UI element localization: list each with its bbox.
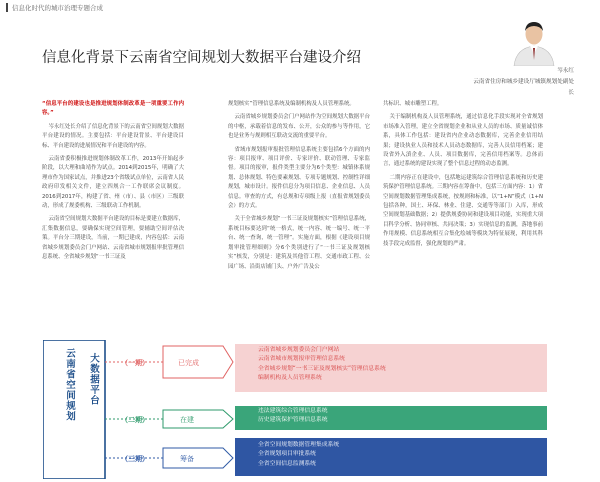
phase1-status: 已完成 bbox=[178, 359, 199, 367]
list-item: 全省空间规划数据管理集成系统 bbox=[258, 442, 340, 448]
author-affiliation: 云南省住房和城乡建设厅城镇规划处副处长 bbox=[473, 79, 574, 96]
phase3-label: （三期） bbox=[121, 455, 149, 463]
list-item: 全省规划项目审批系统 bbox=[258, 451, 316, 458]
header-text: 信息化时代的城市治理专题合成 bbox=[12, 4, 103, 12]
paragraph: 云南省空间规划大数据平台建设的目标是要建立数据库，汇集数据信息，要确保实现空间管理，要辅助空间评估决策。平台分三期建设，当前，一期已建成，内容包括：云南省城乡规划委员会门户网站、云南省城市规划报审批管理信息系统、全省城乡规划“一书三证及 bbox=[42, 216, 184, 261]
text-column-1 bbox=[42, 100, 184, 267]
phase2-status: 在建 bbox=[180, 416, 194, 424]
list-item: 违法建筑综合管理信息系统 bbox=[258, 408, 328, 414]
intro-quote: “信息平台的建设也是推进规划体制改革是一项重要工作内容。” bbox=[42, 101, 184, 117]
list-item: 云南省城市规划报审管理信息系统 bbox=[258, 356, 345, 363]
author-name: 岑永红 bbox=[557, 68, 574, 74]
phase2-label: （二期） bbox=[121, 416, 149, 424]
list-item: 全省城乡规划“一书三证及规划核实”管理信息系统 bbox=[258, 365, 386, 372]
paragraph: 共标识、城市雕塑工程。 bbox=[383, 101, 443, 107]
phase1-label: （一期） bbox=[121, 359, 149, 367]
paragraph: 规划核实”管理信息系统及编制机构及人员管理系统。 bbox=[228, 101, 355, 107]
phase2-arrow bbox=[163, 410, 233, 428]
phase1-items bbox=[258, 346, 386, 384]
list-item: 历史建筑保护管理信息系统 bbox=[258, 417, 328, 424]
list-item: 编制机构及人员管理系统 bbox=[258, 375, 322, 382]
phase2-items bbox=[258, 407, 328, 426]
list-item: 全省空间信息监测系统 bbox=[258, 460, 316, 467]
author-block bbox=[470, 66, 574, 99]
text-column-2 bbox=[228, 100, 370, 276]
list-item: 云南省城乡规划委员会门户网站 bbox=[258, 347, 340, 353]
paragraph: 云南省委积极推进规划体制改革工作，2013年开始起步阶段，以大理和曲靖作为试点。2014到2015年，明确了大理市作为国家试点，并推进23个省级试点单位，云南省人民政府印发相关文件，建立四规合一工作联席会议制度。2016到2017年，构建了省、州（市）、县（市区）三级联动，形成了规委机构、三级联动工作机制。 bbox=[42, 156, 184, 210]
header-bar bbox=[6, 3, 8, 12]
paragraph: 关于全省城乡规划“一书三证及规划核实”管理信息系统，系统目标要达到“统一格式，统一内容、统一编号、统一平台、统一查询，统一管理”。实施方面，根据《建设项目规划审批管理细则》分6个类别进行了“一书三证及规划核实”核发，分别是：建筑及其他管工程、交通市政工程、公园广场、沿街店铺门头、户外广告及公 bbox=[228, 216, 370, 270]
paragraph: 二期内容正在建设中，包括地运建筑综合管理信息系统和历史建筑保护管理信息系统。三期内容在筹备中，包括三方面内容：1）省空间规划数据管理集成系统，按规则和标准，以“1+N”模式（1+N包括各种，国土、环保、林业、住建、交通等等部门）入库，形成空间规划基础数据；2）提供规委协同和建设项目功能，实现重大项目科学分析、协同审核、共同决策；3）实现信息的监测，落地事前作用规模、信息系统相互合集化绘城等模块为特征展现，利用其科技手段完成监督，强化规划的严肃。 bbox=[383, 174, 543, 247]
phase3-arrow bbox=[163, 448, 233, 468]
phase3-status: 筹备 bbox=[180, 455, 194, 463]
phase3-items bbox=[258, 441, 339, 469]
page-title: 信息化背景下云南省空间规划大数据平台建设介绍 bbox=[42, 50, 361, 66]
author-photo bbox=[512, 14, 556, 66]
paragraph: 省域市规划报审报批管理信息系统主要包括6个方面的内容：项目报审、项目评价、专家评价、联动管理、专家监督。项目的报审，报件类型主要分为6个类型：城镇体系规划、总体规划、特色要素规划、专项专题规划、控制性详细规划，城市设计。报件信息分为项目信息、企业信息、人员信息。审查的方式，有总规和专项级上报（直报省规划委员会）的方式。 bbox=[228, 146, 370, 210]
paragraph: 云南省城乡规划委员会门户网站作为空间规划大数据平台的中枢，承载着信息的发布、公开，公众的参与等作用，它也是业务与规则相互联动交流的重要平台。 bbox=[228, 114, 370, 140]
diagram-title-line1: 云南省空间规划 bbox=[64, 348, 75, 422]
paragraph: 关于编制机构及人员管理系统，通过信息化手段实现对全省规划市场准入管理，建立全省规划企业和从业人员的市场、质量诚信体系，具体工作包括：建设省内企业动态数据库，完善企业信用结果；建设执业人员和技术人员动态数据库，完善人员信用档案；建设省外入滇企业、人员、项目数据库，完善信用档案等。总体而言，通过系统的建设实现了整个信息过程的动态监测。 bbox=[383, 114, 543, 168]
paragraph: 岑永红处长介绍了信息化背景下的云南省空间规划大数据平台建设的情况。主要包括：平台建设背景、平台建设目标、平台建设的进展情况和平台建设的内容。 bbox=[42, 123, 184, 149]
diagram-title-line2: 大数据平台 bbox=[88, 353, 99, 406]
text-column-3 bbox=[383, 100, 543, 253]
